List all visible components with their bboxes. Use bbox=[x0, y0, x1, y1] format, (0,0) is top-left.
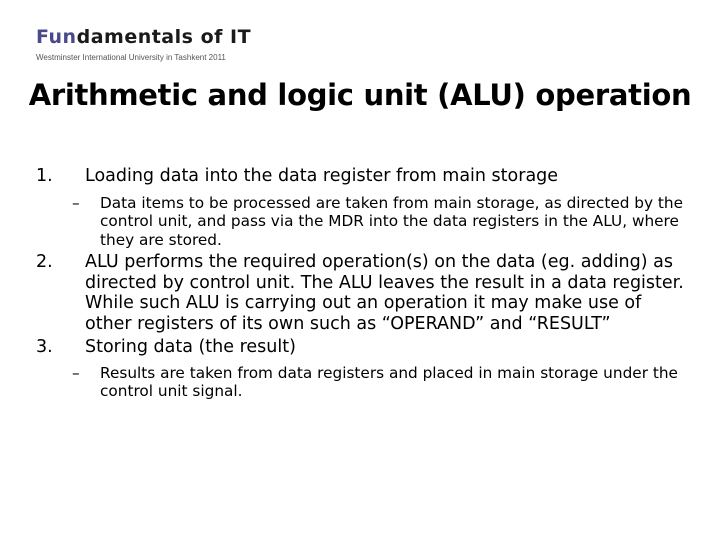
dash-bullet: – bbox=[72, 363, 80, 382]
course-title-accent: Fun bbox=[36, 26, 77, 48]
sub-item-1 bbox=[33, 194, 686, 250]
list-number: 1. bbox=[36, 166, 53, 186]
course-subtitle: Westminster International University in Tashkent 2011 bbox=[36, 53, 226, 62]
sub-item-text: Data items to be processed are taken from main storage, as directed by the control unit, and pass via the MDR into the data registers in the ALU, where they are stored. bbox=[100, 193, 684, 249]
slide-title: Arithmetic and logic unit (ALU) operation bbox=[28, 78, 692, 112]
course-title-rest: damentals of IT bbox=[76, 26, 252, 48]
slide-content bbox=[36, 166, 686, 401]
list-item-1 bbox=[36, 166, 686, 187]
list-item-text: ALU performs the required operation(s) on the data (eg. adding) as directed by control unit. The ALU leaves the result in a data register. While such ALU is carrying out an operation it may make use of other registers of its own such as “OPERAND” and “RESULT” bbox=[85, 252, 684, 334]
list-item-text: Loading data into the data register from main storage bbox=[85, 166, 559, 186]
list-item-2 bbox=[36, 252, 686, 334]
course-title bbox=[36, 26, 251, 48]
dash-bullet: – bbox=[72, 193, 80, 212]
list-item-text: Storing data (the result) bbox=[85, 337, 296, 357]
sub-item-text: Results are taken from data registers and placed in main storage under the control unit signal. bbox=[100, 363, 678, 400]
list-number: 3. bbox=[36, 337, 53, 357]
sub-item-3 bbox=[33, 364, 686, 401]
list-item-3 bbox=[36, 337, 686, 358]
list-number: 2. bbox=[36, 252, 53, 272]
